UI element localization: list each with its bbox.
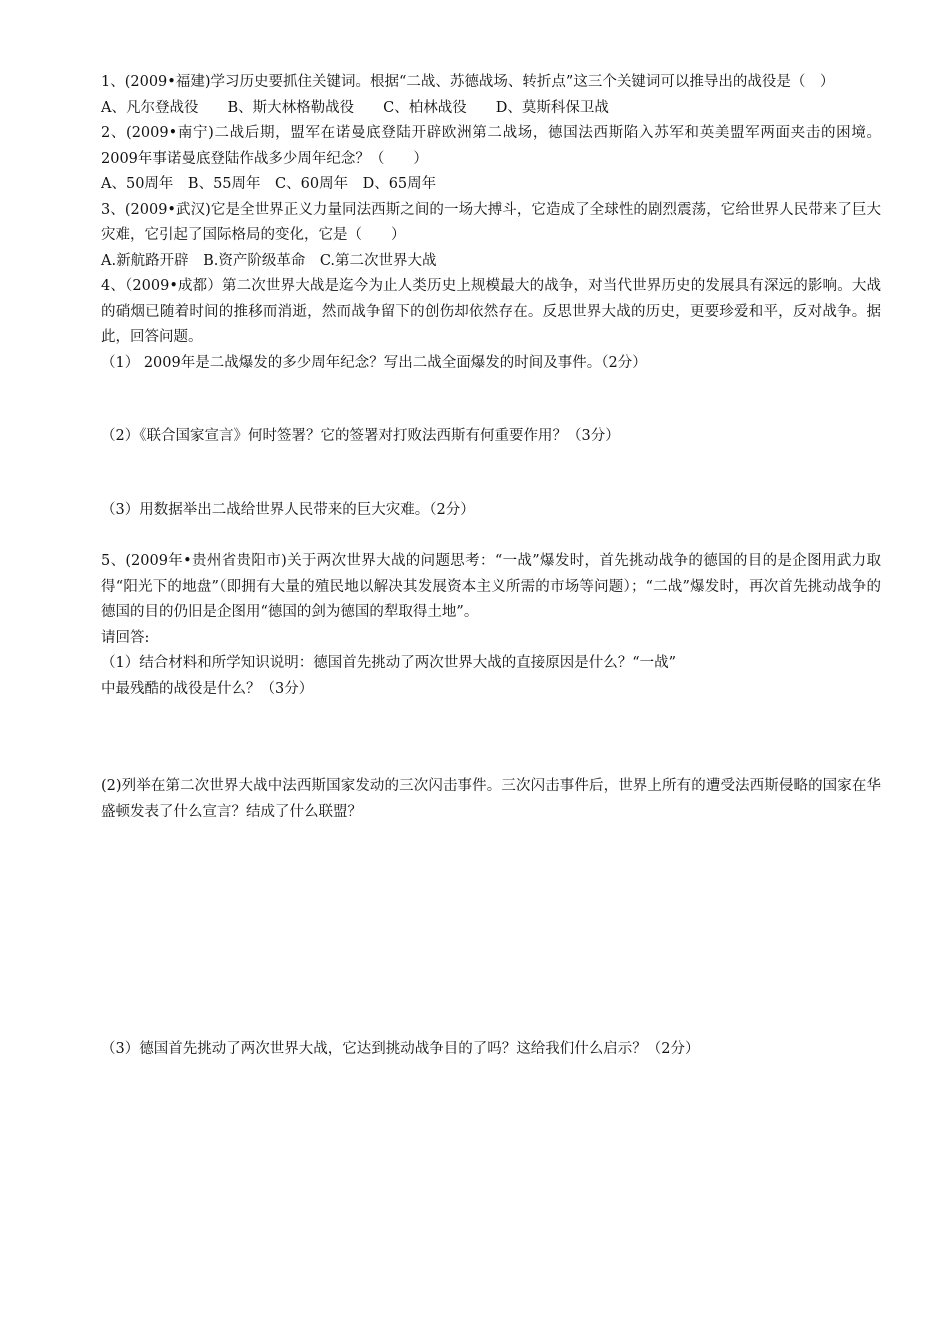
sub-question: 中最残酷的战役是什么？（3分） xyxy=(101,680,314,697)
worksheet xyxy=(101,70,881,1263)
question-options: A.新航路开辟 B.资产阶级革命 C.第二次世界大战 xyxy=(101,252,437,269)
sub-question: （1） 2009年是二战爆发的多少周年纪念？写出二战全面爆发的时间及事件。（2分） xyxy=(101,354,647,371)
sub-question: （2）《联合国家宣言》何时签署？它的签署对打败法西斯有何重要作用？（3分） xyxy=(101,428,620,444)
question-stem: 4、（2009•成都）第二次世界大战是迄今为止人类历史上规模最大的战争，对当代世界历史的发展具有深远的影响。大战的硝烟已随着时间的推移而消逝，然而战争留下的创伤却依然存在。反思世界大战的历史，更要珍爱和平，反对战争。据此，回答问题。 xyxy=(101,278,881,345)
sub-question: （3）用数据举出二战给世界人民带来的巨大灾难。（2分） xyxy=(101,501,475,518)
question-4 xyxy=(101,274,881,549)
answer-space[interactable] xyxy=(101,523,881,549)
answer-space[interactable] xyxy=(101,450,881,498)
question-stem: 5、(2009年•贵州省贵阳市)关于两次世界大战的问题思考：“一战”爆发时，首先挑动战争的德国的目的是企图用武力取得“阳光下的地盘”（即拥有大量的殖民地以解决其发展资本主义所需的市场等问题）；“二战”爆发时，再次首先挑动战争的德国的目的仍旧是企图用“德国的剑为德国的犁取得土地”。 xyxy=(101,553,881,620)
question-options: A、50周年 B、55周年 C、60周年 D、65周年 xyxy=(101,176,437,192)
question-options: A、凡尔登战役 B、斯大林格勒战役 C、柏林战役 D、莫斯科保卫战 xyxy=(101,99,609,116)
question-3 xyxy=(101,198,881,275)
sub-question: (2)列举在第二次世界大战中法西斯国家发动的三次闪击事件。三次闪击事件后，世界上所有的遭受法西斯侵略的国家在华盛顿发表了什么宣言？结成了什么联盟？ xyxy=(101,778,881,820)
answer-space[interactable] xyxy=(101,1063,881,1263)
question-stem: 1、(2009•福建)学习历史要抓住关键词。根据“二战、苏德战场、转折点”这三个关键词可以推导出的战役是（ ） xyxy=(101,74,835,90)
sub-question: （3）德国首先挑动了两次世界大战，它达到挑动战争目的了吗？这给我们什么启示？（2分） xyxy=(101,1041,700,1057)
question-2 xyxy=(101,121,881,198)
sub-question: （1）结合材料和所学知识说明：德国首先挑动了两次世界大战的直接原因是什么？“一战” xyxy=(101,655,677,671)
answer-prompt: 请回答: xyxy=(101,629,150,646)
question-stem: 3、(2009•武汉)它是全世界正义力量同法西斯之间的一场大搏斗，它造成了全球性的剧烈震荡，它给世界人民带来了巨大灾难，它引起了国际格局的变化，它是（ ） xyxy=(101,201,881,243)
answer-space[interactable] xyxy=(101,825,881,1037)
question-stem: 2、(2009•南宁)二战后期，盟军在诺曼底登陆开辟欧洲第二战场，德国法西斯陷入苏军和英美盟军两面夹击的困境。2009年事诺曼底登陆作战多少周年纪念？（ ） xyxy=(101,125,881,167)
question-1 xyxy=(101,70,881,121)
question-5 xyxy=(101,549,881,1263)
answer-space[interactable] xyxy=(101,702,881,774)
answer-space[interactable] xyxy=(101,376,881,424)
